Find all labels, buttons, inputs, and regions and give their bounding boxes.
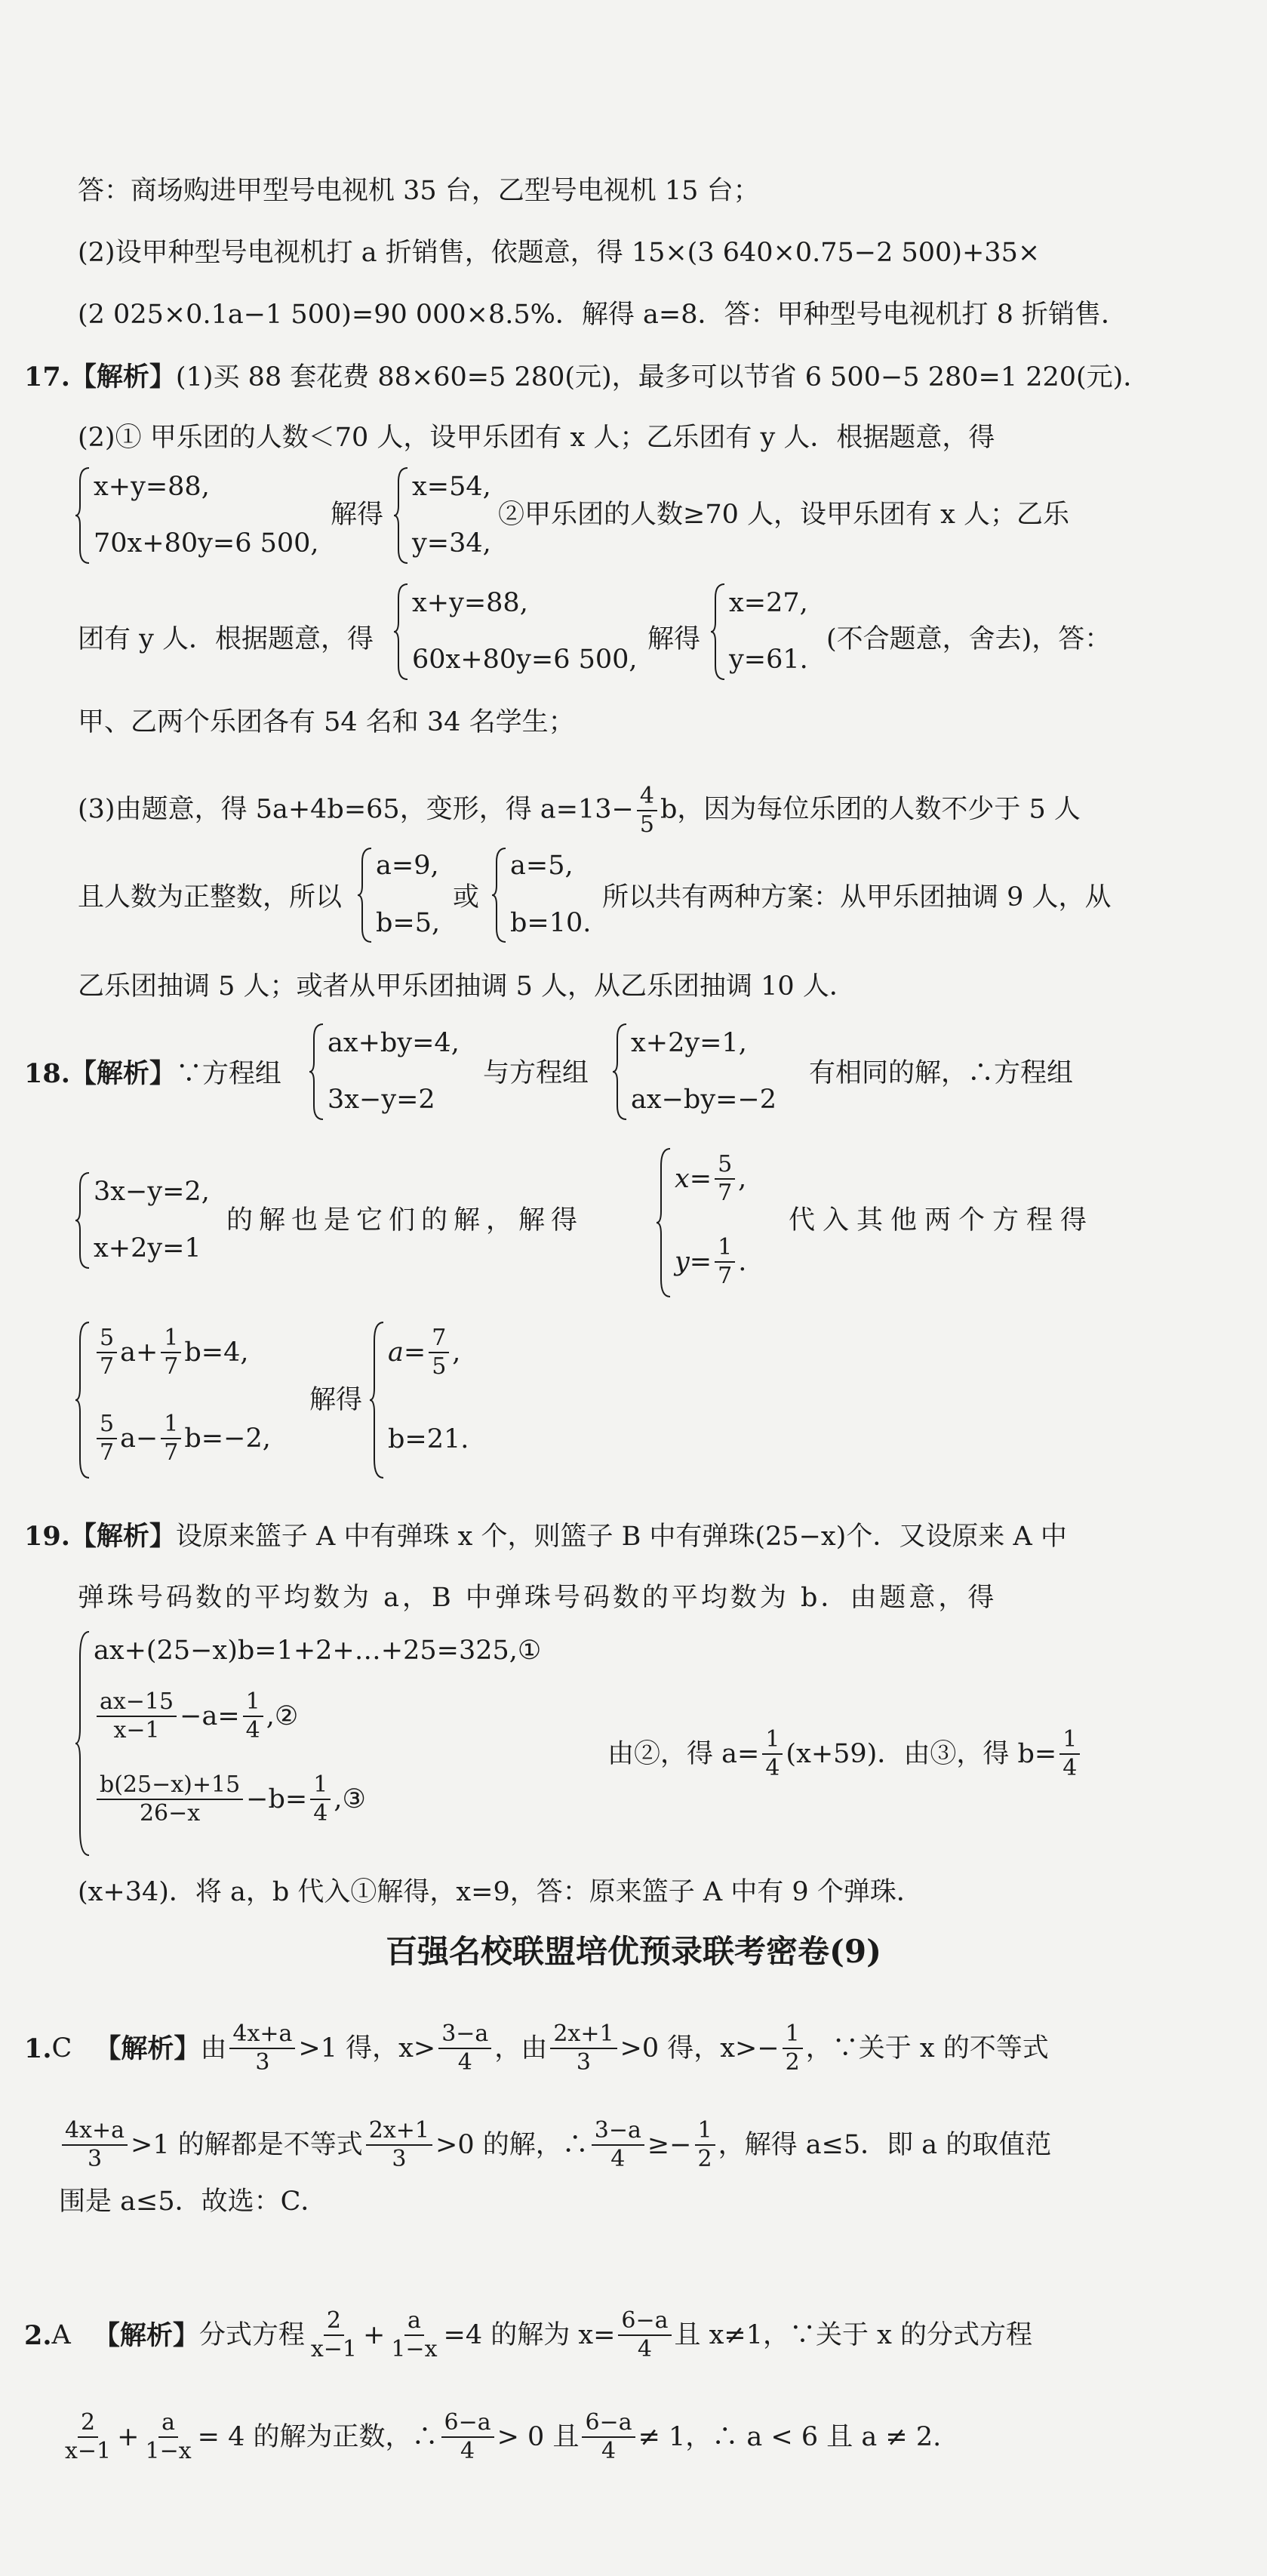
numerator: 1 [762,1728,783,1755]
text-span: b=−2, [184,1423,271,1454]
fraction [429,1327,449,1378]
text-span: 由 [200,2033,227,2064]
equation: a=9, [376,851,439,881]
fraction [762,1728,783,1780]
denominator: 5 [432,1353,447,1380]
text-line: 乙乐团抽调 5 人；或者从甲乐团抽调 5 人，从乙乐团抽调 10 人． [78,971,856,1002]
text-span: ，解得 a≤5．即 a 的取值范 [718,2129,1052,2160]
numerator: 1 [310,1774,331,1800]
equation-system [392,466,506,565]
analysis-tag: 【解析】 [69,362,176,392]
text-line [59,2119,1051,2171]
denominator: x−1 [65,2438,112,2464]
fraction [142,2411,194,2463]
numerator: b(25−x)+15 [97,1774,243,1800]
text-line: 围是 a≤5．故选：C． [59,2187,328,2217]
denominator: x−1 [113,1717,160,1743]
text-span: >1 的解都是不等式 [131,2129,363,2160]
equation-system [74,1321,315,1479]
equation [94,1771,366,1827]
equation: ax+(25−x)b=1+2+…+25=325,① [94,1636,542,1666]
brace-icon [611,1023,628,1121]
fraction [161,1327,181,1378]
fraction [97,1688,177,1743]
fraction [618,2307,671,2362]
denominator: 4 [460,2438,475,2464]
denominator: 3 [392,2146,407,2172]
equation: b=21. [388,1424,469,1454]
analysis-tag: 【解析】 [93,2319,199,2351]
equation [94,1327,249,1378]
text-span: x= [675,1163,712,1194]
numerator: 1 [243,1691,263,1717]
denominator: 4 [610,2146,626,2172]
text-span: ,③ [334,1784,366,1814]
text-span: −a= [180,1700,240,1731]
text-line [607,1728,1083,1780]
equation: b=10. [510,908,592,938]
denominator: 7 [164,1353,179,1380]
text-line: 解得 [309,1385,363,1415]
text-line: 弹珠号码数的平均数为 a，B 中弹珠号码数的平均数为 b．由题意，得 [78,1583,998,1613]
text-span: (x+59)．由③，得 b= [786,1738,1057,1769]
equation: x+y=88, [94,472,210,502]
brace-icon [74,1630,91,1857]
denominator: 3 [576,2049,591,2076]
text-span: >0 得，x>− [620,2033,780,2064]
numerator: 2x+1 [550,2023,617,2049]
equation: ax+by=4, [328,1028,460,1058]
text-span: ，∵关于 x 的不等式 [805,2033,1049,2064]
text-span: y= [675,1246,712,1277]
numerator: 4x+a [229,2023,295,2049]
fraction [388,2307,440,2362]
brace-icon [709,583,726,681]
brace-icon [308,1023,324,1121]
text-line: 答：商场购进甲型号电视机 35 台，乙型号电视机 15 台； [78,176,760,206]
numerator: 5 [715,1153,735,1180]
equation: ax−by=−2 [631,1085,777,1115]
question-2: 2. A 【解析】 分式方程 $\frac{2}{x-1}$ + $\frac{a}{1-x}$ =4 的解为 x= $\frac{6-a}{4}$ 且 x≠1，∵关于 x 的分式方程 [24,2307,1032,2362]
text-span: ，由 [494,2033,548,2064]
numerator: 1 [161,1327,181,1353]
text-span: ≠ 1，∴ a < 6 且 a ≠ 2. [638,2421,942,2452]
denominator: 4 [457,2049,472,2076]
denominator: 7 [100,1353,115,1380]
question-number: 18. [24,1058,70,1089]
equation-system [368,1321,497,1479]
answer-choice: A [51,2319,71,2350]
numerator: 5 [97,1327,117,1353]
fraction [715,1236,735,1288]
equation-system [392,583,641,681]
numerator: 4x+a [62,2119,128,2146]
text-span: b=4, [184,1337,249,1368]
text-span: ∵方程组 [175,1059,281,1089]
text-line: (2 025×0.1a−1 500)=90 000×8.5%．解得 a=8．答：甲种型号电视机打 8 折销售． [78,300,1128,330]
analysis-tag: 【解析】 [94,2033,201,2064]
text-span: >1 得，x> [298,2033,436,2064]
text-span: ≥− [647,2129,692,2160]
text-span: 设原来篮子 A 中有弹珠 x 个，则篮子 B 中有弹珠(25−x)个．又设原来 A 中 [175,1522,1067,1552]
brace-icon [655,1147,672,1298]
text-line: 或 [453,882,480,913]
equation: 60x+80y=6 500, [412,645,638,675]
text-span: > 0 且 [497,2421,580,2452]
question-number: 17. [24,362,70,392]
text-span: (3)由题意，得 5a+4b=65，变形，得 a=13− [78,794,634,825]
text-span: = 4 的解为正数，∴ [197,2421,438,2452]
denominator: 4 [313,1800,328,1827]
brace-icon [392,466,409,565]
fraction [715,1153,735,1205]
text-span: b，因为每位乐团的人数不少于 5 人 [660,794,1081,825]
text-line: (2)① 甲乐团的人数＜70 人，设甲乐团有 x 人；乙乐团有 y 人．根据题意，得 [78,423,995,453]
equation: y=34, [412,528,491,559]
text-span: ,② [266,1700,299,1731]
denominator: 7 [718,1263,733,1289]
numerator: ax−15 [97,1691,177,1717]
text-line: 的解也是它们的解，解得 [226,1205,584,1236]
fraction [438,2020,491,2076]
equation-system [611,1023,807,1121]
numerator: a [158,2411,178,2438]
equation: x=54, [412,472,491,502]
denominator: 2 [785,2049,800,2076]
equation: y=61. [729,645,808,675]
fraction [695,2119,715,2171]
fraction [243,1688,263,1743]
equation: x+2y=1 [94,1233,201,1263]
numerator: 7 [429,1327,449,1353]
text-span: a− [120,1423,158,1454]
text-line: (不合题意，舍去)，答： [826,624,1112,654]
question-18 [24,1060,281,1088]
analysis-tag: 【解析】 [69,1058,176,1089]
fraction [441,2411,494,2463]
brace-icon [74,466,91,565]
question-number: 19. [24,1521,70,1552]
numerator: 4 [637,785,657,811]
numerator: 5 [97,1413,117,1439]
denominator: 1−x [145,2438,192,2464]
text-line: 所以共有两种方案：从甲乐团抽调 9 人，从 [602,882,1112,913]
denominator: 26−x [139,1800,201,1827]
text-span: >0 的解，∴ [435,2129,589,2160]
equation: x= $\frac{5}{7}$ , [675,1151,747,1206]
text-line: ②甲乐团的人数≥70 人，设甲乐团有 x 人；乙乐 [498,500,1069,530]
denominator: x−1 [310,2336,358,2362]
equation: 3x−y=2 [328,1085,435,1115]
numerator: 2 [78,2411,98,2438]
text-span: −b= [246,1784,308,1814]
section-title: 百强名校联盟培优预录联考密卷(9) [386,1933,881,1970]
equation: y= $\frac{1}{7}$ . [675,1234,747,1289]
equation: x+y=88, [412,588,528,618]
fraction [783,2020,803,2076]
text-line: 甲、乙两个乐团各有 54 名和 34 名学生； [78,707,575,737]
brace-icon [356,847,373,943]
numerator: a [404,2310,424,2336]
numerator: 1 [695,2119,715,2146]
numerator: 6−a [582,2411,635,2438]
brace-icon [368,1321,385,1479]
text-span: 且 x≠1，∵关于 x 的分式方程 [674,2319,1032,2350]
numerator: 1 [1059,1728,1080,1755]
equation-system [74,1171,225,1270]
question-17 [24,364,1149,391]
question-1 [24,2020,1049,2076]
text-line: 与方程组 [483,1058,589,1088]
denominator: 4 [245,1717,260,1743]
denominator: 4 [1062,1755,1078,1781]
equation-system [356,847,454,943]
fraction [97,1413,117,1464]
equation [94,1688,299,1743]
numerator: 1 [783,2023,803,2049]
numerator: 3−a [592,2119,644,2146]
fraction [582,2411,635,2463]
numerator: 6−a [618,2310,671,2336]
fraction [97,1327,117,1378]
numerator: 1 [161,1413,181,1439]
denominator: 3 [87,2146,103,2172]
equation: x=27, [729,588,808,618]
fraction [592,2119,644,2171]
denominator: 7 [164,1439,179,1466]
question-number: 1. [24,2033,52,2064]
equation: x+2y=1, [631,1028,747,1058]
text-span: a+ [120,1337,158,1368]
text-line: (x+34)．将 a，b 代入①解得，x=9，答：原来篮子 A 中有 9 个弹珠． [78,1877,923,1907]
numerator: 3−a [438,2023,491,2049]
equation-system [655,1147,783,1298]
denominator: 2 [697,2146,712,2172]
fraction [229,2020,295,2076]
brace-icon [74,1321,91,1479]
equation: b=5, [376,908,441,938]
equation-system [491,847,596,943]
denominator: 3 [255,2049,270,2076]
brace-icon [491,847,507,943]
brace-icon [392,583,409,681]
text-line: 解得 [331,500,384,530]
text-span: =4 的解为 x= [443,2319,616,2350]
fraction [310,1771,331,1827]
fraction [1059,1728,1080,1780]
text-line: 解得 [647,624,701,654]
denominator: 4 [765,1755,780,1781]
equation: 70x+80y=6 500, [94,528,319,559]
numerator: 6−a [441,2411,494,2438]
fraction [161,1413,181,1464]
fraction [308,2307,360,2362]
denominator: 4 [637,2336,653,2362]
text-line [78,785,1081,836]
equation: 3x−y=2, [94,1177,210,1207]
numerator: 2x+1 [366,2119,432,2146]
text-line: 且人数为正整数，所以 [78,882,343,913]
denominator: 7 [718,1180,733,1206]
text-line: 有相同的解，∴方程组 [809,1058,1074,1088]
question-number: 2. [24,2319,52,2351]
text-span: a= [388,1337,426,1368]
fraction [62,2411,114,2463]
equation-system [709,583,823,681]
equation: a= $\frac{7}{5}$ , [388,1325,461,1380]
fraction [366,2119,432,2171]
text-line: (1)买 88 套花费 88×60=5 280(元)，最多可以节省 6 500−5 280=1 220(元)． [175,362,1150,392]
numerator: 2 [324,2310,344,2336]
text-line: $\frac{2}{x-1}$ + $\frac{a}{1-x}$ = 4 的解为正数，∴ $\frac{6-a}{4}$ > 0 且 $\frac{6-a}{4}$ ≠ 1，∴ a < 6 且 a ≠ 2. [59,2411,941,2463]
denominator: 4 [601,2438,617,2464]
fraction [97,1771,243,1827]
fraction [550,2020,617,2076]
equation-system [74,1630,602,1857]
denominator: 7 [100,1439,115,1466]
equation [94,1413,271,1464]
brace-icon [74,1171,91,1270]
equation-system [74,466,331,565]
question-19 [24,1523,1067,1550]
answer-choice: C [51,2033,72,2064]
text-line: 团有 y 人．根据题意，得 [78,624,374,654]
analysis-tag: 【解析】 [69,1521,176,1552]
denominator: 1−x [391,2336,438,2362]
text-span: 由②，得 a= [607,1738,760,1769]
fraction [637,785,657,836]
numerator: 1 [715,1236,735,1263]
denominator: 5 [639,811,654,838]
text-span: 分式方程 [198,2319,305,2350]
fraction [62,2119,128,2171]
text-line: (2)设甲种型号电视机打 a 折销售，依题意，得 15×(3 640×0.75−2 500)+35× [78,238,1041,268]
equation-system [308,1023,481,1121]
equation: a=5, [510,851,574,881]
text-line: 代入其他两个方程得 [789,1205,1095,1236]
